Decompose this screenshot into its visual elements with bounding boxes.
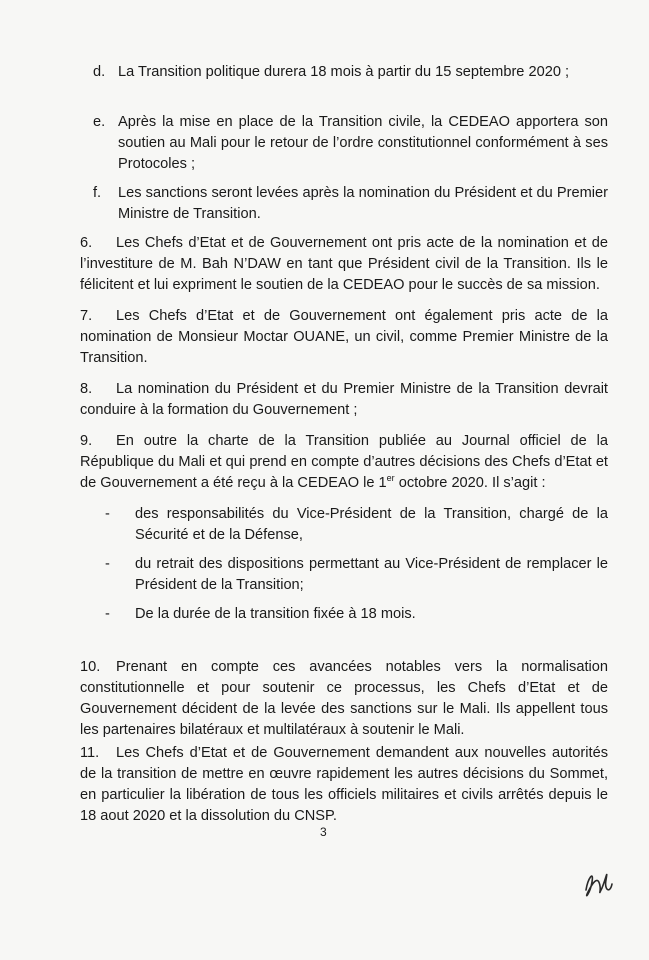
page-number: 3 xyxy=(320,825,327,839)
paragraph-text-before: En outre la charte de la Transition publiée au Journal officiel de la République du Mali et qui prend en compte d’autres décisions des Chefs d’Etat et de Gouvernement a été reçu à la CEDEAO le 1 xyxy=(80,433,608,491)
bullet-item xyxy=(105,554,608,596)
paragraph-number: 10. xyxy=(80,659,101,675)
paragraph-number: 7. xyxy=(80,308,93,324)
bullet-text: du retrait des dispositions permettant au Vice-Président de remplacer le Président de la Transition; xyxy=(135,556,608,593)
dash-icon: - xyxy=(105,606,110,622)
subitem-label: f. xyxy=(93,185,102,201)
bullet-text: des responsabilités du Vice-Président de la Transition, chargé de la Sécurité et de la Défense, xyxy=(135,506,608,543)
paragraph-text: Les Chefs d’Etat et de Gouvernement demandent aux nouvelles autorités de la transition de mettre en œuvre rapidement les autres décisions du Sommet, en particulier la libération de tous les officiels militaires et civils arrêtés depuis le 18 aout 2020 et la dissolution du CNSP. xyxy=(80,745,608,824)
subitem-f xyxy=(93,183,608,225)
paragraph-number: 11. xyxy=(80,745,100,761)
dash-icon: - xyxy=(105,556,110,572)
subitem-e xyxy=(93,112,608,175)
paragraph-text: Prenant en compte ces avancées notables vers la normalisation constitutionnelle et pour soutenir ce processus, les Chefs d’Etat et de Gouvernement décident de la levée des sanctions sur le Mali. Ils appellent tous les partenaires bilatéraux et multilatéraux à soutenir le Mali. xyxy=(80,659,608,738)
paragraph-8 xyxy=(80,379,608,421)
bullet-item xyxy=(105,504,608,546)
signature-icon xyxy=(580,860,620,904)
paragraph-9 xyxy=(80,431,608,494)
paragraph-6 xyxy=(80,233,608,296)
paragraph-text: La nomination du Président et du Premier Ministre de la Transition devrait conduire à la formation du Gouvernement ; xyxy=(80,381,608,418)
bullet-item xyxy=(105,604,608,625)
paragraph-text-after: octobre 2020. Il s’agit : xyxy=(394,475,546,491)
bullet-text: De la durée de la transition fixée à 18 mois. xyxy=(135,606,416,622)
paragraph-text: Les Chefs d’Etat et de Gouvernement ont également pris acte de la nomination de Monsieur Moctar OUANE, un civil, comme Premier Ministre de la Transition. xyxy=(80,308,608,366)
paragraph-number: 6. xyxy=(80,235,93,251)
subitem-text: La Transition politique durera 18 mois à partir du 15 septembre 2020 ; xyxy=(118,64,570,80)
subitem-label: d. xyxy=(93,64,106,80)
paragraph-number: 8. xyxy=(80,381,93,397)
subitem-label: e. xyxy=(93,114,106,130)
signature-stroke xyxy=(586,875,612,896)
paragraph-number: 9. xyxy=(80,433,93,449)
subitem-d xyxy=(93,62,608,83)
superscript: er xyxy=(386,473,395,484)
paragraph-10 xyxy=(80,657,608,741)
dash-icon: - xyxy=(105,506,110,522)
subitem-text: Après la mise en place de la Transition civile, la CEDEAO apportera son soutien au Mali pour le retour de l’ordre constitutionnel conformément à ses Protocoles ; xyxy=(118,114,608,172)
paragraph-text: Les Chefs d’Etat et de Gouvernement ont pris acte de la nomination et de l’investiture de M. Bah N’DAW en tant que Président civil de la Transition. Ils le félicitent et lui expriment le soutien de la CEDEAO pour le succès de sa mission. xyxy=(80,235,608,293)
paragraph-11 xyxy=(80,743,608,827)
paragraph-7 xyxy=(80,306,608,369)
subitem-text: Les sanctions seront levées après la nomination du Président et du Premier Ministre de Transition. xyxy=(118,185,608,222)
